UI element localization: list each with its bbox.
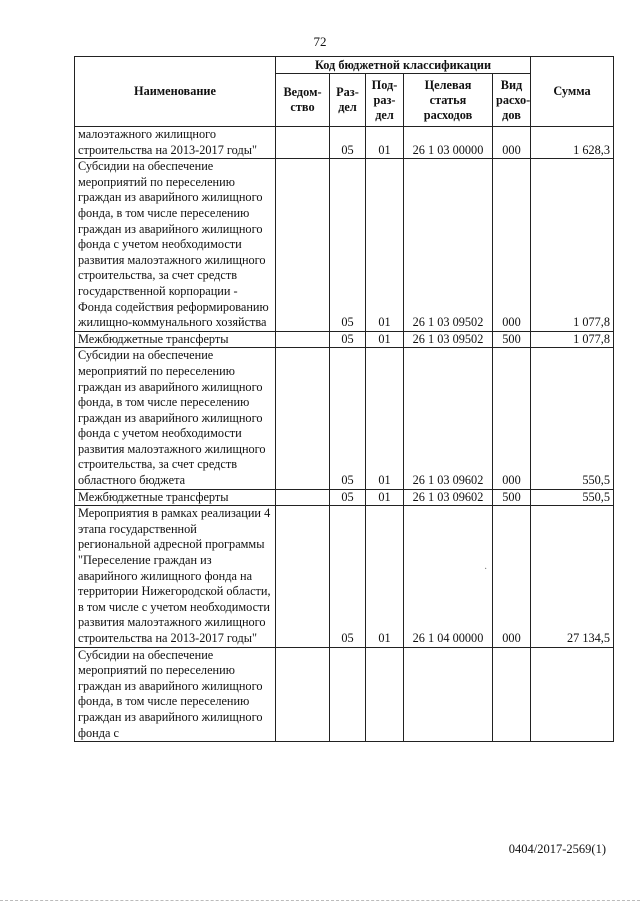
row-expense-type: 000 [493, 159, 531, 332]
row-subsection: 01 [366, 127, 404, 159]
header-name: Наименование [75, 57, 276, 127]
row-expense-type: 500 [493, 489, 531, 506]
row-expense-type [493, 647, 531, 742]
row-target-article: 26 1 03 09502 [404, 159, 493, 332]
table-row [75, 348, 614, 489]
row-target-article: 26 1 03 00000 [404, 127, 493, 159]
row-target-article: 26 1 03 09602 [404, 348, 493, 489]
row-department [276, 489, 330, 506]
row-department [276, 159, 330, 332]
scan-edge-divider [0, 900, 640, 901]
row-subsection [366, 647, 404, 742]
header-section: Раз-дел [330, 74, 366, 127]
row-department [276, 647, 330, 742]
row-sum: 550,5 [531, 489, 614, 506]
row-name: Мероприятия в рамках реализации 4 этапа государственной региональной адресной программы "Переселение граждан из аварийного жилищного фонда на территории Нижегородской области, в том числе с учетом необходимости развития малоэтажного жилищного строительства на 2013-2017 годы" [75, 506, 276, 647]
table-row [75, 489, 614, 506]
row-subsection: 01 [366, 489, 404, 506]
header-target-article: Целевая статья расходов [404, 74, 493, 127]
row-sum: 27 134,5 [531, 506, 614, 647]
header-department: Ведом-ство [276, 74, 330, 127]
row-section: 05 [330, 159, 366, 332]
row-name: Субсидии на обеспечение мероприятий по переселению граждан из аварийного жилищного фонда, в том числе переселению граждан из аварийного жилищного фонда с учетом необходимости развития малоэтажного жилищного строительства, за счет средств государственной корпорации - Фонда содействия реформированию жилищно-коммунального хозяйства [75, 159, 276, 332]
row-name: Субсидии на обеспечение мероприятий по переселению граждан из аварийного жилищного фонда, в том числе переселению граждан из аварийного жилищного фонда с учетом необходимости развития малоэтажного жилищного строительства, за счет средств областного бюджета [75, 348, 276, 489]
row-sum: 1 077,8 [531, 331, 614, 348]
row-subsection: 01 [366, 506, 404, 647]
row-section: 05 [330, 348, 366, 489]
header-classification-code: Код бюджетной классификации [276, 57, 531, 74]
row-department [276, 348, 330, 489]
table-row [75, 647, 614, 742]
document-code: 0404/2017-2569(1) [508, 842, 606, 856]
row-section [330, 647, 366, 742]
row-sum: 1 628,3 [531, 127, 614, 159]
row-expense-type: 000 [493, 506, 531, 647]
row-section: 05 [330, 489, 366, 506]
header-sum: Сумма [531, 57, 614, 127]
header-subsection: Под-раз-дел [366, 74, 404, 127]
row-subsection: 01 [366, 331, 404, 348]
row-department [276, 506, 330, 647]
row-target-article: 26 1 03 09602 [404, 489, 493, 506]
table-row [75, 127, 614, 159]
header-expense-type: Вид расхо-дов [493, 74, 531, 127]
row-name: малоэтажного жилищного строительства на 2013-2017 годы" [75, 127, 276, 159]
row-expense-type: 500 [493, 331, 531, 348]
row-subsection: 01 [366, 348, 404, 489]
row-name: Межбюджетные трансферты [75, 489, 276, 506]
row-subsection: 01 [366, 159, 404, 332]
row-expense-type: 000 [493, 348, 531, 489]
row-sum: 550,5 [531, 348, 614, 489]
row-section: 05 [330, 127, 366, 159]
row-target-article: 26 1 04 00000 [404, 506, 493, 647]
row-expense-type: 000 [493, 127, 531, 159]
row-name: Межбюджетные трансферты [75, 331, 276, 348]
row-section: 05 [330, 506, 366, 647]
row-department [276, 127, 330, 159]
table-row [75, 331, 614, 348]
table-row [75, 159, 614, 332]
page-number: 72 [313, 34, 327, 49]
row-name: Субсидии на обеспечение мероприятий по переселению граждан из аварийного жилищного фонда, в том числе переселению граждан из аварийного жилищного фонда с [75, 647, 276, 742]
row-department [276, 331, 330, 348]
row-sum: 1 077,8 [531, 159, 614, 332]
row-target-article [404, 647, 493, 742]
budget-classification-table [74, 56, 614, 742]
row-sum [531, 647, 614, 742]
row-target-article: 26 1 03 09502 [404, 331, 493, 348]
scan-speck: · [484, 564, 488, 575]
table-row [75, 506, 614, 647]
row-section: 05 [330, 331, 366, 348]
